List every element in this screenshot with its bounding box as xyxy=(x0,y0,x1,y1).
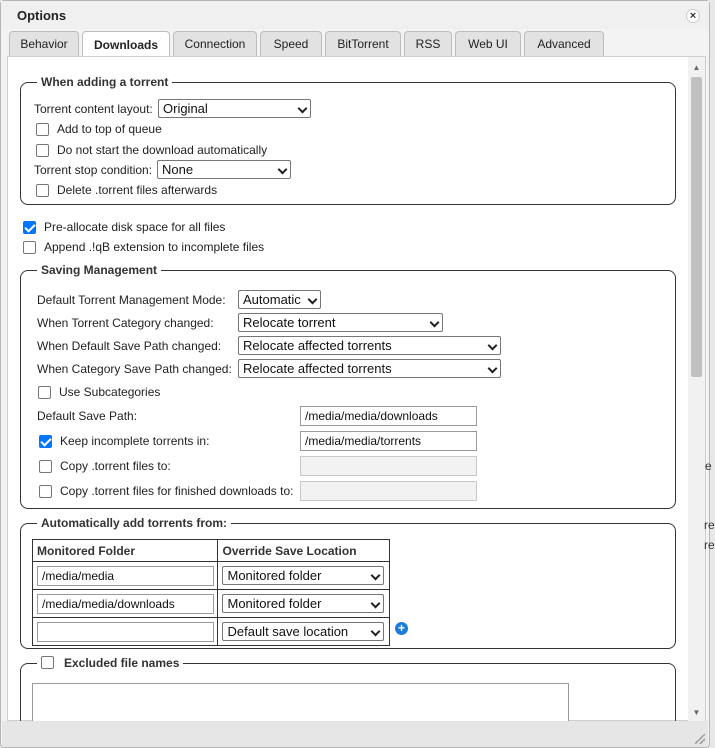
top-queue-row xyxy=(36,122,162,136)
delete-torrent-checkbox[interactable] xyxy=(36,184,49,197)
stop-condition-value: None xyxy=(162,162,194,177)
cat-path-select[interactable] xyxy=(238,359,501,378)
dialog-footer xyxy=(2,721,708,747)
tab-behavior[interactable]: Behavior xyxy=(9,31,79,56)
stop-condition-select[interactable] xyxy=(157,160,291,179)
copy-finished-label: Copy .torrent files for finished downloads to: xyxy=(60,484,294,498)
table-row xyxy=(33,618,390,646)
def-path-label: When Default Save Path changed: xyxy=(37,339,222,353)
top-queue-label: Add to top of queue xyxy=(57,122,162,136)
cat-path-value: Relocate affected torrents xyxy=(243,361,392,376)
copy-to-input xyxy=(300,456,477,476)
chevron-down-icon xyxy=(278,165,288,175)
excluded-checkbox[interactable] xyxy=(41,656,54,669)
def-path-select[interactable] xyxy=(238,336,501,355)
tab-connection[interactable]: Connection xyxy=(173,31,257,56)
titlebar[interactable] xyxy=(1,1,709,29)
top-queue-checkbox[interactable] xyxy=(36,123,49,136)
folder-input[interactable] xyxy=(37,622,214,642)
tab-advanced[interactable]: Advanced xyxy=(524,31,604,56)
tab-bittorrent[interactable]: BitTorrent xyxy=(325,31,401,56)
chevron-down-icon xyxy=(371,627,381,637)
prealloc-row xyxy=(23,220,225,234)
downloads-panel xyxy=(7,56,706,721)
table-row xyxy=(33,590,390,618)
mode-value: Automatic xyxy=(243,292,301,307)
tab-bar xyxy=(9,31,604,56)
subcats-label: Use Subcategories xyxy=(59,385,161,399)
layout-select[interactable] xyxy=(158,99,311,118)
keep-incomplete-row xyxy=(39,434,209,448)
auto-add-legend: Automatically add torrents from: xyxy=(41,516,228,530)
scroll-down-icon[interactable]: ▼ xyxy=(692,708,701,717)
folder-input[interactable]: /media/media/downloads xyxy=(37,594,214,614)
override-select[interactable] xyxy=(222,622,384,641)
copy-to-row xyxy=(39,459,171,473)
copy-to-checkbox[interactable] xyxy=(39,460,52,473)
stop-condition-label: Torrent stop condition: xyxy=(34,163,153,177)
chevron-down-icon xyxy=(308,295,318,305)
tab-speed[interactable]: Speed xyxy=(260,31,322,56)
cat-path-label: When Category Save Path changed: xyxy=(37,362,232,376)
chevron-down-icon xyxy=(488,341,498,351)
append-ext-checkbox[interactable] xyxy=(23,241,36,254)
copy-finished-checkbox[interactable] xyxy=(39,485,52,498)
tab-webui[interactable]: Web UI xyxy=(455,31,521,56)
prealloc-label: Pre-allocate disk space for all files xyxy=(44,220,226,234)
no-autostart-label: Do not start the download automatically xyxy=(57,143,268,157)
override-value: Monitored folder xyxy=(227,568,322,583)
close-icon[interactable]: × xyxy=(686,9,700,23)
background-text: re xyxy=(704,518,715,532)
keep-incomplete-checkbox[interactable] xyxy=(39,435,52,448)
excluded-label: Excluded file names xyxy=(64,656,180,670)
scrollbar[interactable] xyxy=(688,57,705,722)
table-row xyxy=(33,562,390,590)
override-select[interactable] xyxy=(222,566,384,585)
scroll-up-icon[interactable]: ▲ xyxy=(692,63,701,72)
subcats-row xyxy=(38,385,160,399)
chevron-down-icon xyxy=(298,104,308,114)
background-text: re xyxy=(704,538,715,552)
prealloc-checkbox[interactable] xyxy=(23,221,36,234)
scrollbar-thumb[interactable] xyxy=(691,77,702,377)
chevron-down-icon xyxy=(488,364,498,374)
save-path-label: Default Save Path: xyxy=(37,409,138,423)
def-path-value: Relocate affected torrents xyxy=(243,338,392,353)
col-monitored-folder: Monitored Folder xyxy=(33,540,218,562)
adding-legend: When adding a torrent xyxy=(41,75,169,89)
saving-legend: Saving Management xyxy=(41,263,158,277)
keep-incomplete-input[interactable]: /media/media/torrents xyxy=(300,431,477,451)
keep-incomplete-label: Keep incomplete torrents in: xyxy=(60,434,210,448)
cat-changed-value: Relocate torrent xyxy=(243,315,336,330)
add-folder-plus-icon[interactable]: + xyxy=(395,622,408,635)
mode-label: Default Torrent Management Mode: xyxy=(37,293,226,307)
background-text: e xyxy=(705,459,712,473)
cat-changed-label: When Torrent Category changed: xyxy=(37,316,214,330)
delete-torrent-row xyxy=(36,183,217,197)
layout-label: Torrent content layout: xyxy=(34,102,153,116)
monitored-folders-table xyxy=(32,539,390,646)
subcats-checkbox[interactable] xyxy=(38,386,51,399)
copy-to-label: Copy .torrent files to: xyxy=(60,459,171,473)
chevron-down-icon xyxy=(371,571,381,581)
excluded-legend xyxy=(37,656,183,670)
override-value: Monitored folder xyxy=(227,596,322,611)
layout-select-value: Original xyxy=(163,101,208,116)
cat-changed-select[interactable] xyxy=(238,313,443,332)
tab-rss[interactable]: RSS xyxy=(404,31,452,56)
dialog-title: Options xyxy=(17,8,67,23)
mode-select[interactable] xyxy=(238,290,321,309)
chevron-down-icon xyxy=(430,318,440,328)
resize-grip-icon[interactable] xyxy=(695,734,705,744)
no-autostart-row xyxy=(36,143,267,157)
copy-finished-input xyxy=(300,481,477,501)
no-autostart-checkbox[interactable] xyxy=(36,144,49,157)
save-path-input[interactable]: /media/media/downloads xyxy=(300,406,477,426)
col-override-location: Override Save Location xyxy=(218,540,390,562)
append-ext-row xyxy=(23,240,264,254)
override-value: Default save location xyxy=(227,624,349,639)
tab-downloads[interactable]: Downloads xyxy=(82,31,170,57)
folder-input[interactable]: /media/media xyxy=(37,566,214,586)
chevron-down-icon xyxy=(371,599,381,609)
append-ext-label: Append .!qB extension to incomplete files xyxy=(44,240,265,254)
override-select[interactable] xyxy=(222,594,384,613)
copy-finished-row xyxy=(39,484,293,498)
delete-torrent-label: Delete .torrent files afterwards xyxy=(57,183,218,197)
